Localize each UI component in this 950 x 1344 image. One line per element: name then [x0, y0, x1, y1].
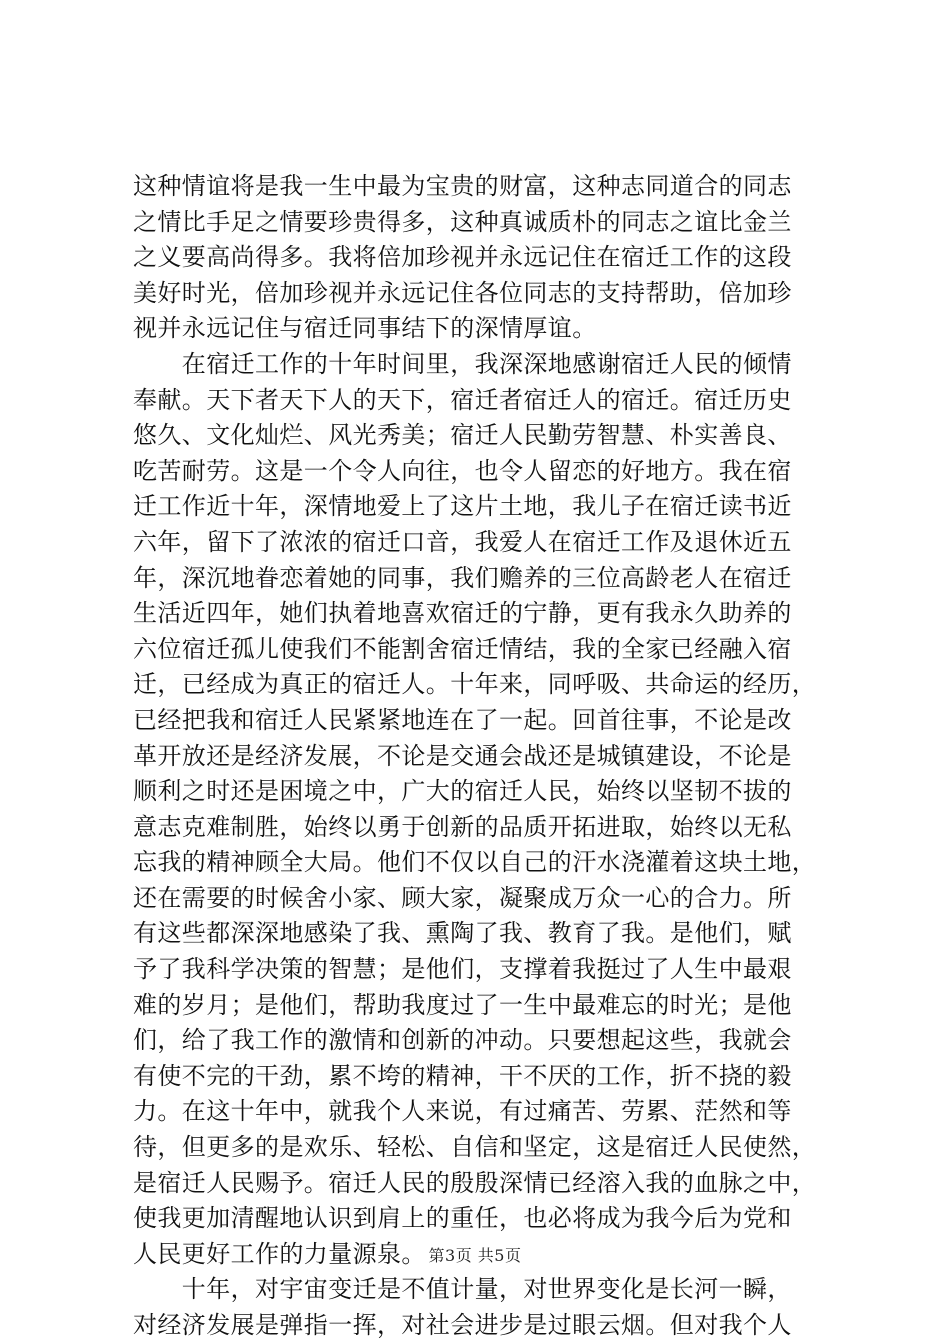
text-line: 人民更好工作的力量源泉。 — [133, 1239, 426, 1268]
text-line: 是宿迁人民赐予。宿迁人民的殷殷深情已经溶入我的血脉之中， — [133, 1168, 817, 1197]
page-number: 第3页 共5页 — [428, 1246, 522, 1265]
text-line: 年，深沉地眷恋着她的同事，我们赡养的三位高龄老人在宿迁 — [133, 563, 792, 592]
text-line: 待，但更多的是欢乐、轻松、自信和坚定，这是宿迁人民使然， — [133, 1133, 817, 1162]
text-line: 还在需要的时候舍小家、顾大家，凝聚成万众一心的合力。所 — [133, 883, 792, 912]
text-line: 有使不完的干劲，累不垮的精神，干不厌的工作，折不挠的毅 — [133, 1061, 792, 1090]
text-line: 对经济发展是弹指一挥，对社会进步是过眼云烟。但对我个人 — [133, 1311, 792, 1339]
text-line: 顺利之时还是困境之中，广大的宿迁人民，始终以坚韧不拔的 — [133, 777, 792, 806]
text-line: 悠久、文化灿烂、风光秀美；宿迁人民勤劳智慧、朴实善良、 — [133, 421, 792, 450]
text-line: 视并永远记住与宿迁同事结下的深情厚谊。 — [133, 314, 597, 343]
text-line: 们，给了我工作的激情和创新的冲动。只要想起这些，我就会 — [133, 1026, 792, 1055]
text-line: 予了我科学决策的智慧；是他们，支撑着我挺过了人生中最艰 — [133, 955, 792, 984]
text-line: 有这些都深深地感染了我、熏陶了我、教育了我。是他们，赋 — [133, 919, 792, 948]
text-line: 迁工作近十年，深情地爱上了这片土地，我儿子在宿迁读书近 — [133, 492, 792, 521]
text-line: 美好时光，倍加珍视并永远记住各位同志的支持帮助，倍加珍 — [133, 278, 792, 307]
text-line: 这种情谊将是我一生中最为宝贵的财富，这种志同道合的同志 — [133, 172, 792, 200]
text-line: 生活近四年，她们执着地喜欢宿迁的宁静，更有我永久助养的 — [133, 599, 792, 628]
text-line: 之义要高尚得多。我将倍加珍视并永远记住在宿迁工作的这段 — [133, 243, 792, 272]
text-line: 六年，留下了浓浓的宿迁口音，我爱人在宿迁工作及退休近五 — [133, 527, 792, 556]
text-line: 已经把我和宿迁人民紧紧地连在了一起。回首往事，不论是改 — [133, 705, 792, 734]
text-line: 迁，已经成为真正的宿迁人。十年来，同呼吸、共命运的经历， — [133, 670, 817, 699]
document-body — [133, 169, 833, 1344]
text-line: 革开放还是经济发展，不论是交通会战还是城镇建设，不论是 — [133, 741, 792, 770]
text-line: 力。在这十年中，就我个人来说，有过痛苦、劳累、茫然和等 — [133, 1097, 792, 1126]
text-line: 之情比手足之情要珍贵得多，这种真诚质朴的同志之谊比金兰 — [133, 207, 792, 236]
text-line: 忘我的精神顾全大局。他们不仅以自己的汗水浇灌着这块土地， — [133, 848, 817, 877]
text-line: 在宿迁工作的十年时间里，我深深地感谢宿迁人民的倾情 — [133, 349, 792, 378]
text-line: 六位宿迁孤儿使我们不能割舍宿迁情结，我的全家已经融入宿 — [133, 634, 792, 663]
text-line: 意志克难制胜，始终以勇于创新的品质开拓进取，始终以无私 — [133, 812, 792, 841]
page-footer — [0, 1243, 950, 1266]
text-line: 奉献。天下者天下人的天下，宿迁者宿迁人的宿迁。宿迁历史 — [133, 385, 792, 414]
text-line: 吃苦耐劳。这是一个令人向往，也令人留恋的好地方。我在宿 — [133, 456, 792, 485]
text-line: 难的岁月；是他们，帮助我度过了一生中最难忘的时光；是他 — [133, 990, 792, 1019]
text-line: 十年，对宇宙变迁是不值计量，对世界变化是长河一瞬， — [133, 1275, 792, 1304]
text-line: 使我更加清醒地认识到肩上的重任，也必将成为我今后为党和 — [133, 1204, 792, 1233]
